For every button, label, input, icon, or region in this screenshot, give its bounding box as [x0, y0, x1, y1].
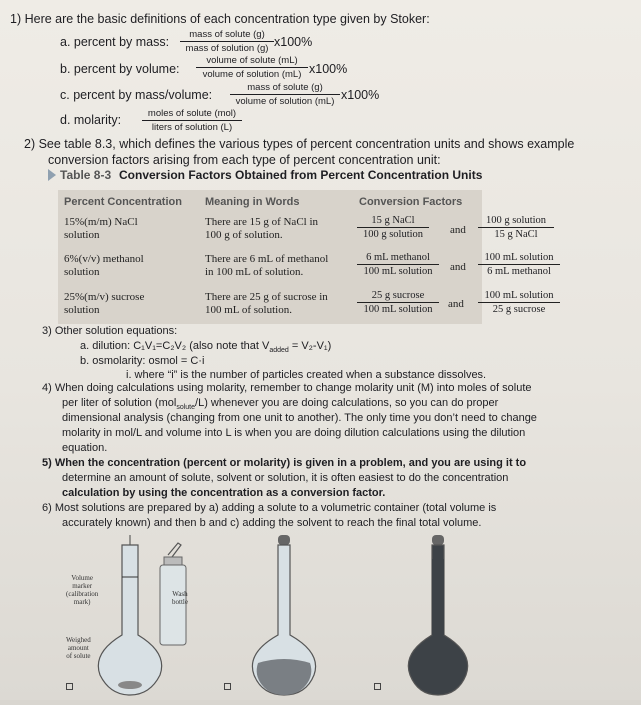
item1-b-mult: x100%	[309, 62, 348, 76]
partially-filled-flask-icon	[252, 535, 315, 695]
item1-a-fraction	[180, 29, 274, 54]
panel-a-marker	[66, 683, 73, 690]
fraction-numerator: mass of solute (g)	[180, 29, 274, 42]
item3-title: 3) Other solution equations:	[42, 325, 178, 337]
wash-bottle-label: Wash bottle	[172, 590, 188, 606]
fraction-numerator: mass of solute (g)	[230, 82, 340, 95]
fraction-denominator: mass of solution (g)	[185, 43, 269, 54]
item4-line5: equation.	[62, 442, 108, 454]
item4-line3: dimensional analysis (changing from one unit to another). The only time you don’t need to change	[62, 412, 537, 424]
row2-and: and	[450, 261, 466, 273]
row2-percent: 6%(v/v) methanol solution	[64, 253, 144, 278]
item1-c-label: c. percent by mass/volume:	[60, 88, 213, 102]
item3-b: b. osmolarity: osmol = C·i	[80, 355, 205, 367]
item1-d-fraction	[142, 108, 242, 133]
row3-meaning: There are 25 g of sucrose in 100 mL of solution.	[205, 291, 328, 316]
row1-percent: 15%(m/m) NaCl solution	[64, 216, 138, 241]
row1-meaning: There are 15 g of NaCl in 100 g of solution.	[205, 216, 319, 241]
fraction-numerator: volume of solute (mL)	[196, 55, 308, 68]
row1-and: and	[450, 224, 466, 236]
row3-and: and	[448, 298, 464, 310]
volumetric-flask-figure	[60, 535, 500, 700]
item3-b-i: i. where “i” is the number of particles created when a substance dissolves.	[126, 369, 487, 381]
item1-intro: 1) Here are the basic definitions of each concentration type given by Stoker:	[10, 12, 430, 26]
item1-b-label: b. percent by volume:	[60, 62, 180, 76]
row3-percent: 25%(m/v) sucrose solution	[64, 291, 145, 316]
item5-line3: calculation by using the concentration as a conversion factor.	[62, 487, 386, 499]
item1-d-label: d. molarity:	[60, 113, 122, 127]
item1-a-mult: x100%	[274, 35, 313, 49]
volume-marker-label: Volume marker (calibration mark)	[66, 574, 99, 606]
item4-line4: molarity in mol/L and volume into L is when you are doing dilution calculations using the dilution	[62, 427, 526, 439]
fraction-numerator: moles of solute (mol)	[142, 108, 242, 121]
row2-meaning: There are 6 mL of methanol in 100 mL of solution.	[205, 253, 329, 278]
table-header-factors: Conversion Factors	[359, 196, 463, 208]
row3-factor1: 25 g sucrose 100 mL solution	[357, 290, 439, 315]
item6-line1: 6) Most solutions are prepared by a) adding a solute to a volumetric container (total volume is	[42, 502, 497, 514]
item4-line1: 4) When doing calculations using molarity, remember to change molarity unit (M) into moles of solute	[42, 382, 532, 394]
item1-a-label: a. percent by mass:	[60, 35, 170, 49]
item5-line1: 5) When the concentration (percent or molarity) is given in a problem, and you are using it to	[42, 457, 527, 469]
caption-arrow-icon	[48, 168, 56, 180]
item1-c-fraction	[230, 82, 340, 107]
table-caption-number: Table 8-3	[60, 168, 112, 182]
fraction-denominator: liters of solution (L)	[151, 122, 233, 133]
filled-flask-icon	[408, 535, 467, 695]
row1-factor1: 15 g NaCl 100 g solution	[357, 215, 429, 240]
row2-factor2: 100 mL solution 6 mL methanol	[478, 252, 560, 277]
panel-b-marker	[224, 683, 231, 690]
table-caption-text: Conversion Factors Obtained from Percent Concentration Units	[119, 168, 483, 182]
row3-factor2: 100 mL solution 25 g sucrose	[478, 290, 560, 315]
item4-line2: per liter of solution (mol$_{solute}$/L) whenever you are doing calculations, so you can do proper	[62, 397, 499, 412]
item5-line2: determine an amount of solute, solvent or solution, it is often easiest to do the concentration	[62, 472, 509, 484]
row2-factor1: 6 mL methanol 100 mL solution	[357, 252, 439, 277]
fraction-denominator: volume of solution (mL)	[202, 69, 302, 80]
table-header-percent: Percent Concentration	[64, 196, 182, 208]
item6-line2: accurately known) and then b and c) adding the solvent to reach the final total volume.	[62, 517, 482, 529]
weighed-amount-label: Weighed amount of solute	[66, 636, 91, 660]
item1-c-mult: x100%	[341, 88, 380, 102]
item2-line2: conversion factors arising from each type of percent concentration unit:	[48, 153, 441, 167]
row1-factor2: 100 g solution 15 g NaCl	[478, 215, 554, 240]
empty-volumetric-flask-icon	[98, 535, 161, 695]
fraction-denominator: volume of solution (mL)	[235, 96, 335, 107]
table-header-meaning: Meaning in Words	[205, 196, 300, 208]
item3-a: a. dilution: C₁V₁=C₂V₂ (also note that $V_{added} = V_2-V_1$)	[80, 340, 332, 355]
item2-line1: 2) See table 8.3, which defines the various types of percent concentration units and shows example	[24, 137, 575, 151]
item1-b-fraction	[196, 55, 308, 80]
panel-c-marker	[374, 683, 381, 690]
